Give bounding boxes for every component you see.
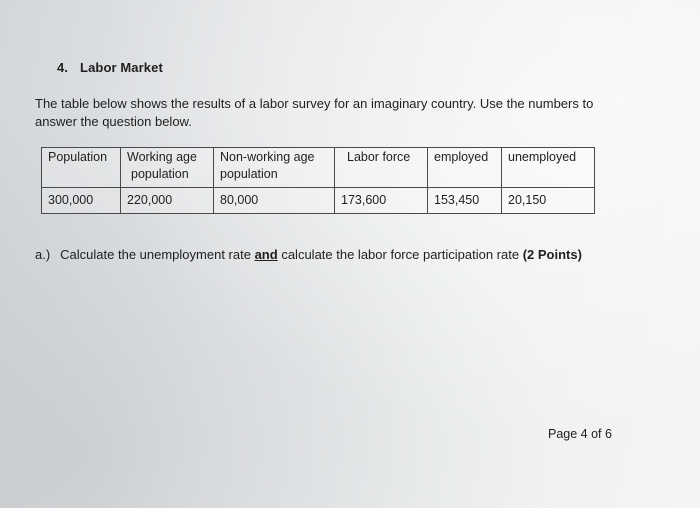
part-a-emphasis: and	[254, 247, 278, 262]
header-working-age-line1: Working age	[127, 150, 197, 164]
table-header-row	[42, 148, 595, 188]
cell-non-working-age: 80,000	[214, 188, 335, 214]
header-working-age-line2: population	[131, 167, 189, 181]
header-population	[42, 148, 121, 188]
page-number: Page 4 of 6	[548, 427, 612, 441]
question-heading	[57, 60, 163, 75]
question-number: 4.	[57, 60, 69, 75]
cell-labor-force: 173,600	[335, 188, 428, 214]
cell-working-age: 220,000	[121, 188, 214, 214]
part-a-text-after: calculate the labor force participation rate	[281, 247, 520, 262]
cell-employed: 153,450	[428, 188, 502, 214]
header-non-working-age-line2: population	[220, 167, 278, 181]
header-non-working-age-line1: Non-working age	[220, 150, 315, 164]
header-labor-force	[335, 148, 428, 188]
header-working-age	[121, 148, 214, 188]
part-a-label: a.)	[35, 247, 51, 262]
header-employed-text: employed	[434, 150, 489, 164]
table-row	[42, 188, 595, 214]
header-unemployed	[502, 148, 595, 188]
header-unemployed-text: unemployed	[508, 150, 577, 164]
question-title: Labor Market	[80, 60, 163, 75]
intro-paragraph: The table below shows the results of a labor survey for an imaginary country. Use the numbers to answer the question below.	[35, 96, 594, 129]
cell-population: 300,000	[42, 188, 121, 214]
part-a-text-before: Calculate the unemployment rate	[60, 247, 251, 262]
header-non-working-age	[214, 148, 335, 188]
part-a-points: (2 Points)	[522, 247, 582, 262]
header-population-text: Population	[48, 150, 108, 164]
header-employed	[428, 148, 502, 188]
cell-unemployed: 20,150	[502, 188, 595, 214]
part-a-question	[35, 247, 582, 262]
header-labor-force-text: Labor force	[347, 150, 411, 164]
labor-survey-table	[41, 147, 595, 214]
